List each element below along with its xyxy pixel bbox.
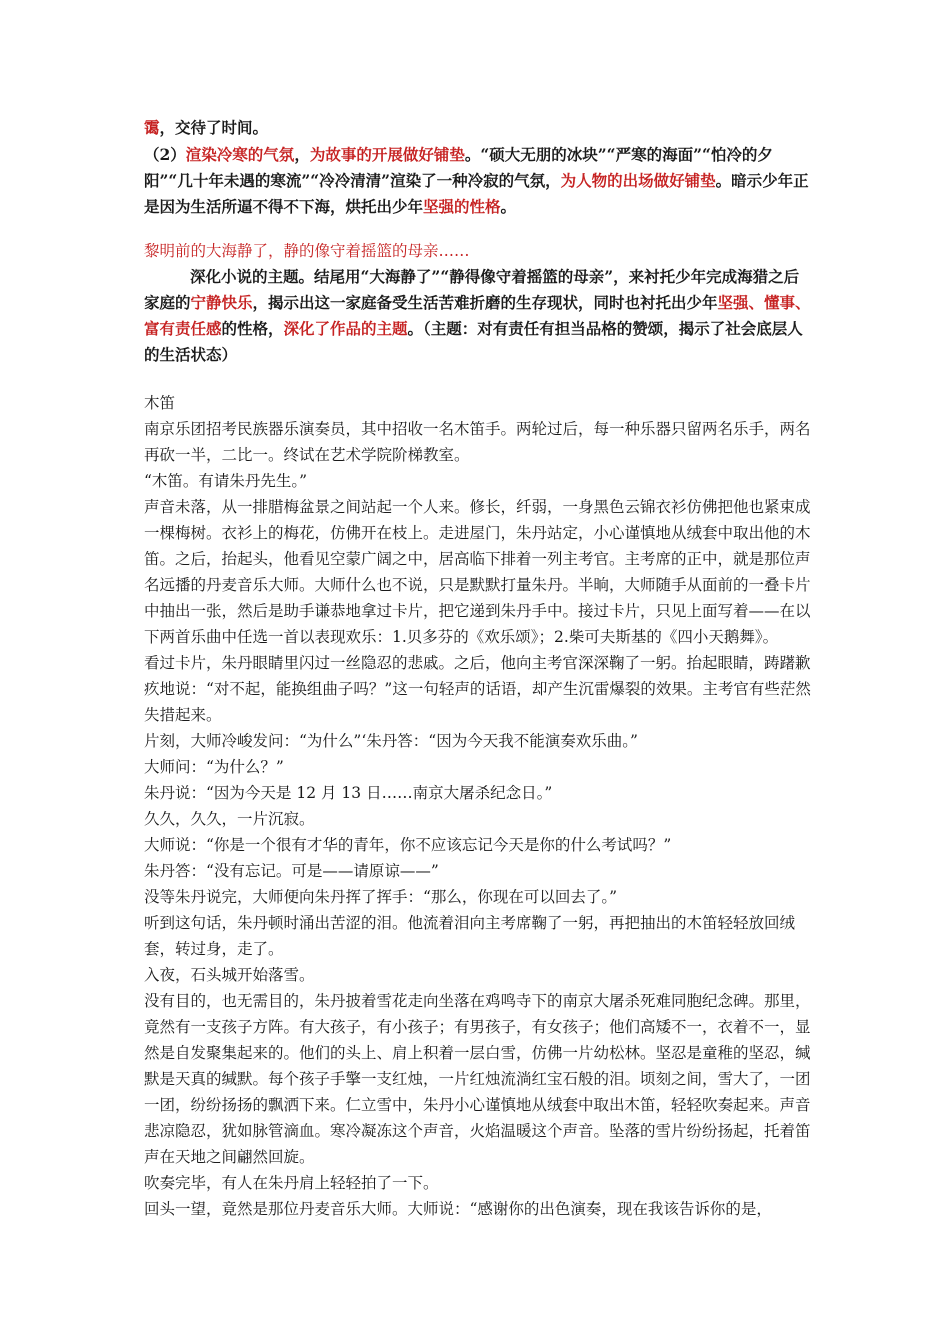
story-title: 木笛 bbox=[144, 394, 176, 412]
highlight-text: 霭 bbox=[144, 118, 160, 137]
story-paragraph: 片刻，大师冷峻发问：“为什么”‘朱丹答：“因为今天我不能演奏欢乐曲。” bbox=[144, 732, 638, 750]
point-end: 。 bbox=[500, 197, 517, 216]
theme-analysis bbox=[144, 264, 812, 368]
highlight-text: 为故事的开展做好铺垫 bbox=[309, 145, 465, 164]
highlight-text: 为人物的出场做好铺垫 bbox=[560, 171, 716, 190]
point-2 bbox=[144, 142, 812, 220]
highlight-text: 渲染冷寒的气氛 bbox=[185, 145, 295, 164]
story-paragraph: 朱丹答：“没有忘记。可是——请原谅——” bbox=[144, 862, 439, 880]
point-number: （2） bbox=[144, 145, 186, 164]
story-paragraph: 听到这句话，朱丹顿时涌出苦涩的泪。他流着泪向主考席鞠了一躬，再把抽出的木笛轻轻放回绒套，转过身，走了。 bbox=[144, 914, 796, 958]
story-section bbox=[144, 390, 812, 1222]
story-paragraph: 入夜，石头城开始落雪。 bbox=[144, 966, 315, 984]
highlight-text: 坚强、懂事、富有责任感 bbox=[144, 293, 811, 338]
story-paragraph: “木笛。有请朱丹先生。” bbox=[144, 472, 308, 490]
highlight-text: 深化了作品的主题 bbox=[283, 319, 408, 338]
theme-text: 深化小说的主题。结尾用“大海静了”“静得像守着摇篮的母亲”，来衬托少年完成海猎之后家庭的 bbox=[144, 267, 800, 312]
highlight-text: 坚强的性格 bbox=[423, 197, 501, 216]
quote-heading: 黎明前的大海静了，静的像守着摇篮的母亲…… bbox=[144, 242, 470, 260]
theme-text: 的性格， bbox=[221, 319, 284, 338]
story-paragraph: 大师说：“你是一个很有才华的青年，你不应该忘记今天是你的什么考试吗？” bbox=[144, 836, 672, 854]
story-paragraph: 声音未落，从一排腊梅盆景之间站起一个人来。修长，纤弱，一身黑色云锦衣衫仿佛把他也紧束成一棵梅树。衣衫上的梅花，仿佛开在枝上。走进屋门，朱丹站定，小心谨慎地从绒套中取出他的木笛。之后，抬起头，他看见空蒙广阔之中，居高临下排着一列主考官。主考席的正中，就是那位声名远播的丹麦音乐大师。大师什么也不说，只是默默打量朱丹。半晌，大师随手从面前的一叠卡片中抽出一张，然后是助手谦恭地拿过卡片，把它递到朱丹手中。接过卡片，只见上面写着——在以下两首乐曲中任选一首以表现欢乐：1.贝多芬的《欢乐颂》；2.柴可夫斯基的《四小天鹅舞》。 bbox=[144, 498, 811, 646]
theme-text: 。（主题：对有责任有担当品格的赞颂，揭示了社会底层人的生活状态） bbox=[144, 319, 803, 364]
analysis-section bbox=[144, 115, 812, 220]
highlight-text: 宁静快乐 bbox=[190, 293, 253, 312]
story-paragraph: 大师问：“为什么？” bbox=[144, 758, 284, 776]
theme-text: ，揭示出这一家庭备受生活苦难折磨的生存现状，同时也衬托出少年 bbox=[252, 293, 718, 312]
separator: ， bbox=[294, 145, 310, 164]
story-paragraph: 回头一望，竟然是那位丹麦音乐大师。大师说：“感谢你的出色演奏，现在我该告诉你的是， bbox=[144, 1200, 772, 1218]
story-paragraph: 看过卡片，朱丹眼睛里闪过一丝隐忍的悲戚。之后，他向主考官深深鞠了一躬。抬起眼睛，踌躇歉疚地说：“对不起，能换组曲子吗？”这一句轻声的话语，却产生沉雷爆裂的效果。主考官有些茫然失措起来。 bbox=[144, 654, 811, 724]
story-paragraph: 久久，久久，一片沉寂。 bbox=[144, 810, 315, 828]
story-paragraph: 没等朱丹说完，大师便向朱丹挥了挥手：“那么，你现在可以回去了。” bbox=[144, 888, 618, 906]
story-paragraph: 没有目的，也无需目的，朱丹披着雪花走向坐落在鸡鸣寺下的南京大屠杀死难同胞纪念碑。那里，竟然有一支孩子方阵。有大孩子，有小孩子；有男孩子，有女孩子；他们高矮不一，衣着不一，显然是自发聚集起来的。他们的头上、肩上积着一层白雪，仿佛一片幼松林。坚忍是童稚的坚忍，缄默是天真的缄默。每个孩子手擎一支红烛，一片红烛流淌红宝石般的泪。顷刻之间，雪大了，一团一团，纷纷扬扬的飘洒下来。仁立雪中，朱丹小心谨慎地从绒套中取出木笛，轻轻吹奏起来。声音悲凉隐忍，犹如脉管滴血。寒冷凝冻这个声音，火焰温暖这个声音。坠落的雪片纷纷扬起，托着笛声在天地之间翩然回旋。 bbox=[144, 992, 811, 1166]
note-text: ，交待了时间。 bbox=[159, 118, 269, 137]
point-body: 。暗示少年正是因为生活所逼不得不下海，烘托出少年 bbox=[144, 171, 809, 216]
story-paragraph: 朱丹说：“因为今天是 12 月 13 日……南京大屠杀纪念日。” bbox=[144, 784, 553, 802]
point-body: 。“硕大无朋的冰块”“严寒的海面”“怕冷的夕阳”“几十年未遇的寒流”“冷冷清清”渲染了一种冷寂的气氛， bbox=[144, 145, 773, 190]
story-paragraph: 南京乐团招考民族器乐演奏员，其中招收一名木笛手。两轮过后，每一种乐器只留两名乐手，两名再砍一半，二比一。终试在艺术学院阶梯教室。 bbox=[144, 420, 811, 464]
time-note bbox=[144, 115, 812, 141]
story-paragraph: 吹奏完毕，有人在朱丹肩上轻轻拍了一下。 bbox=[144, 1174, 439, 1192]
